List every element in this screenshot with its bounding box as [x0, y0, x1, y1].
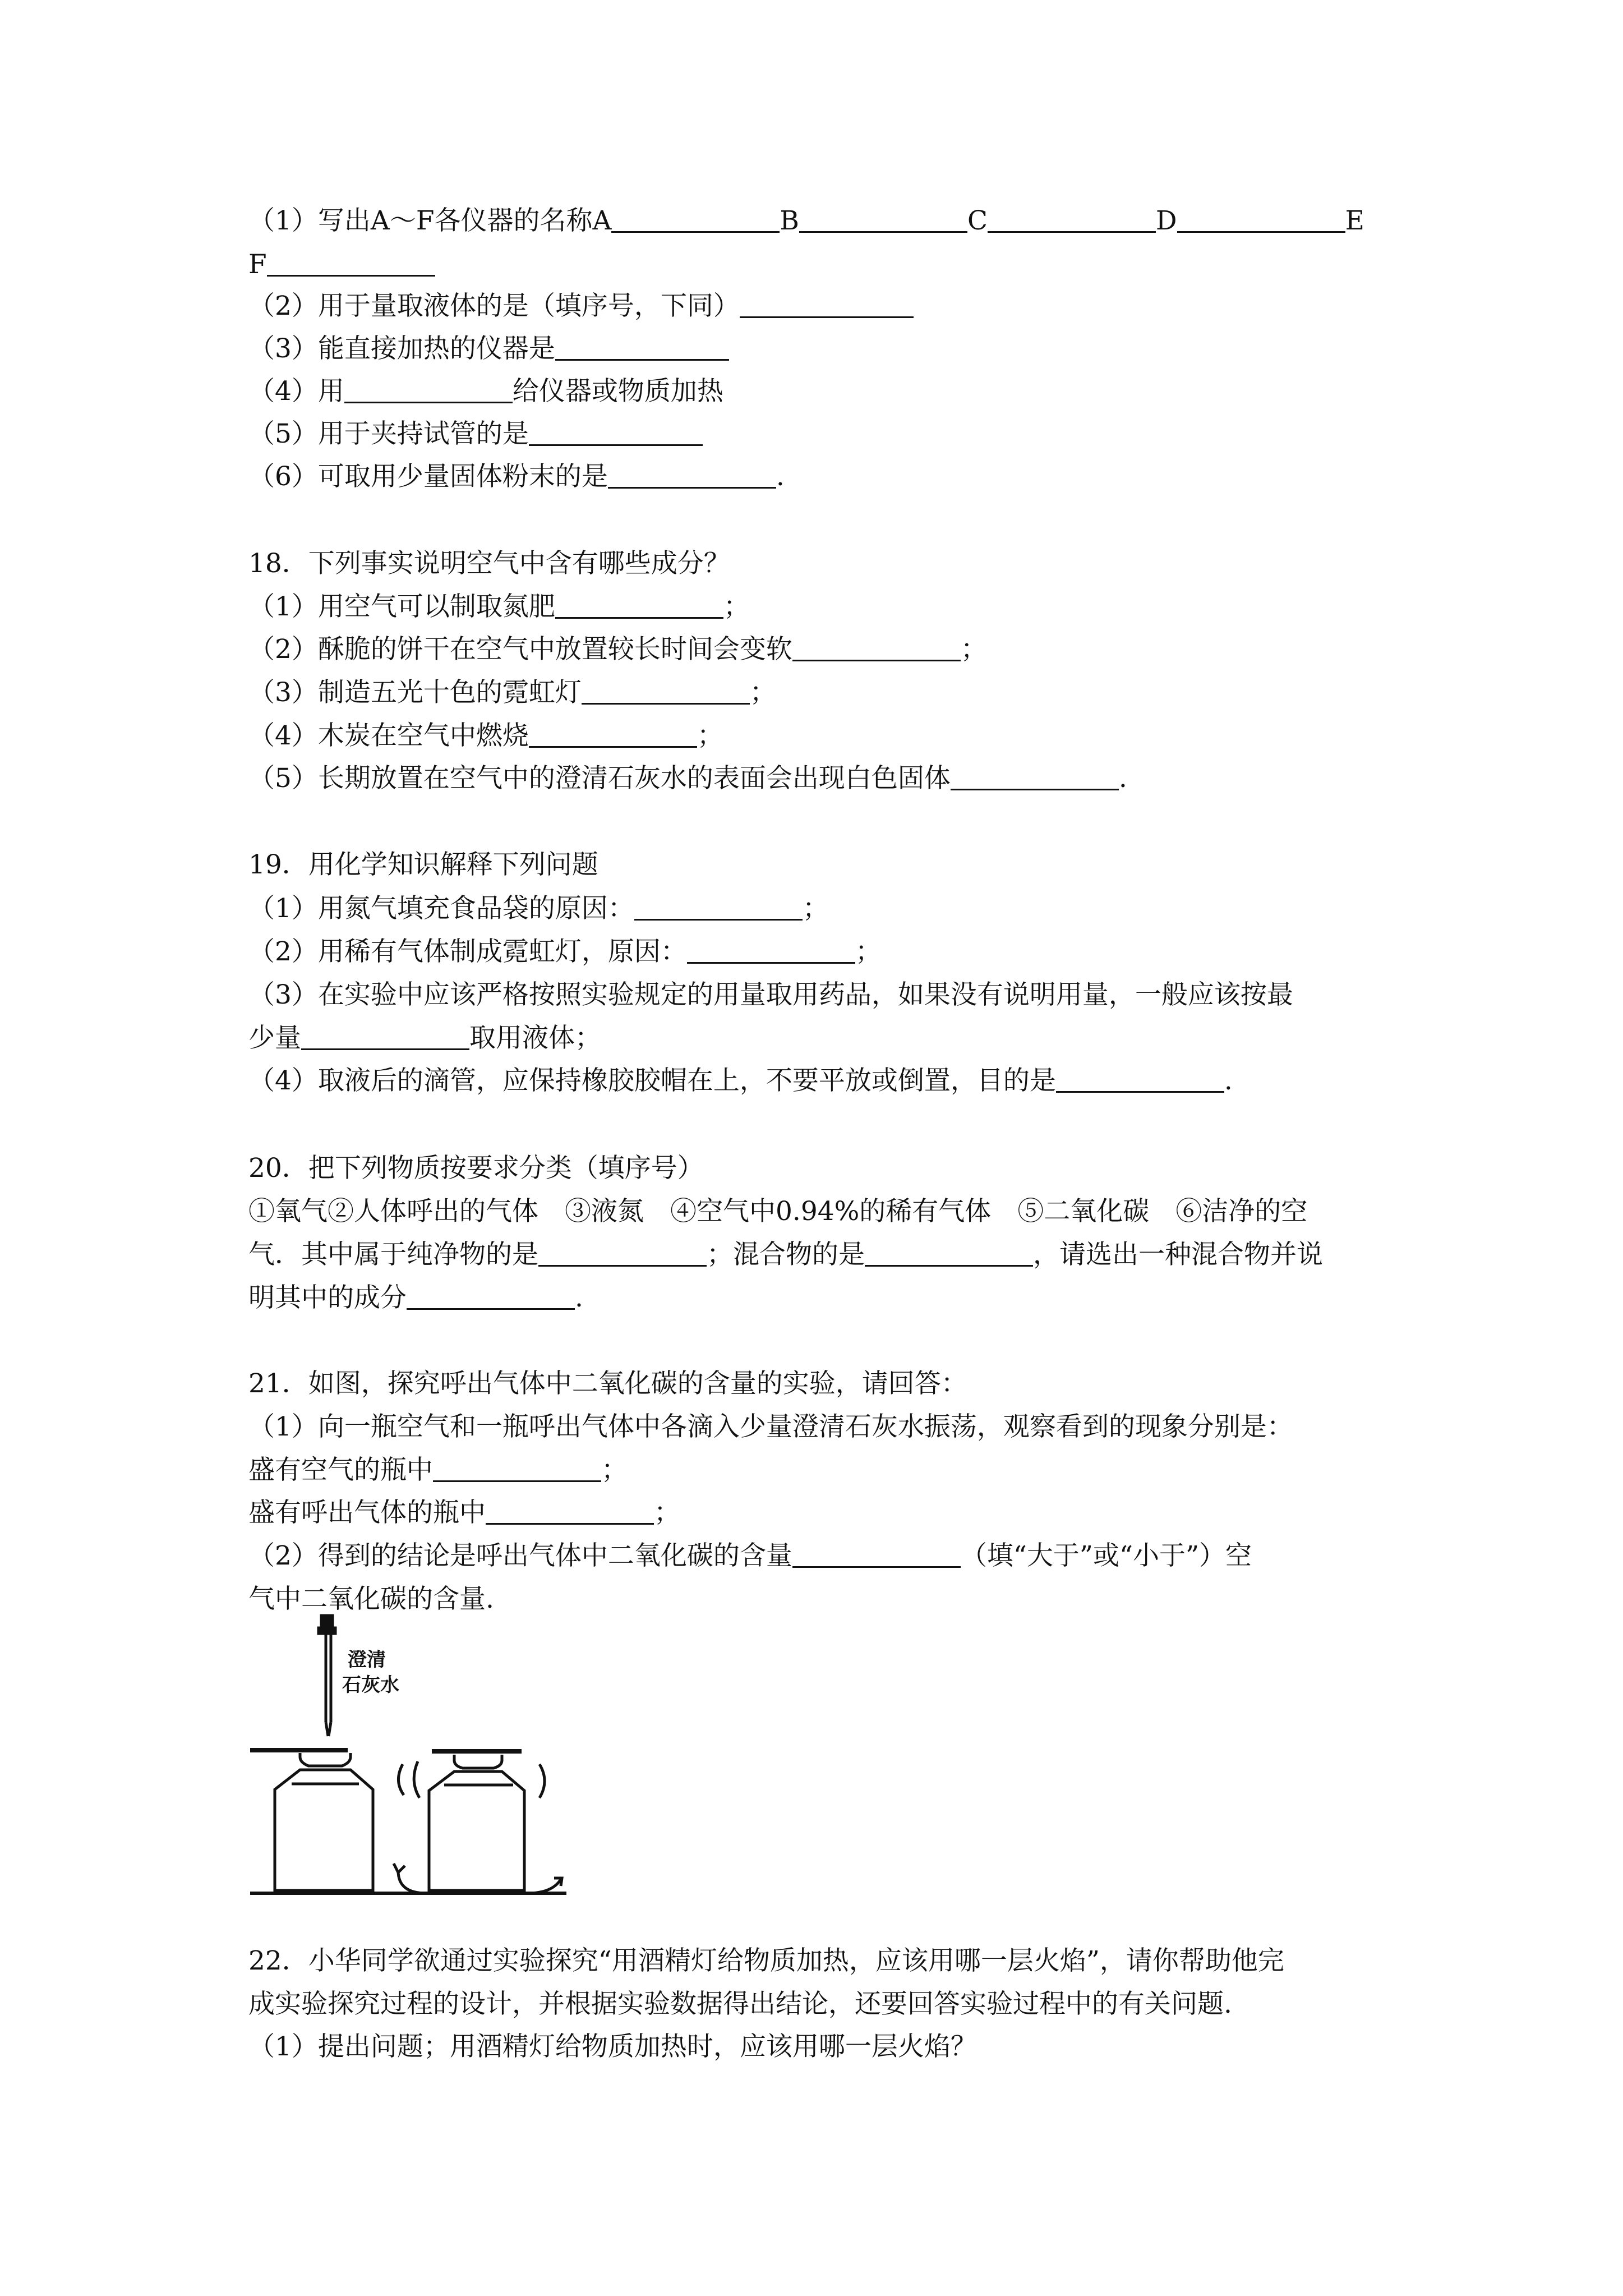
answer-blank[interactable] [608, 462, 776, 489]
limewater-experiment-figure [247, 1610, 583, 1904]
answer-blank-mixture[interactable] [865, 1240, 1033, 1267]
q22-item-1: （1）提出问题；用酒精灯给物质加热时，应该用哪一层火焰？ [248, 2031, 977, 2062]
answer-blank[interactable] [555, 592, 723, 619]
q19-item-4: （4）取液后的滴管，应保持橡胶胶帽在上，不要平放或倒置，目的是 . [248, 1065, 1233, 1096]
q19-title: 19．用化学知识解释下列问题 [248, 849, 598, 880]
q21-item-2: （2）得到的结论是呼出气体中二氧化碳的含量 （填“大于”或“小于”）空 [248, 1540, 1252, 1571]
figure-label-line-1: 澄清 [348, 1649, 386, 1671]
answer-blank[interactable] [1056, 1066, 1224, 1093]
answer-blank[interactable] [433, 1456, 601, 1482]
q18-item-2: （2）酥脆的饼干在空气中放置较长时间会变软 ； [248, 634, 987, 665]
q19-item-3-line-1: （3）在实验中应该严格按照实验规定的用量取用药品，如果没有说明用量，一般应该按最 [248, 979, 1293, 1010]
shake-motion-icon [394, 1761, 562, 1893]
q17-item-5: （5）用于夹持试管的是 [248, 417, 1398, 451]
answer-blank[interactable] [740, 292, 914, 318]
q19-item-3-line-2: 少量 取用液体； [248, 1023, 601, 1053]
figure-label-line-2: 石灰水 [342, 1674, 399, 1696]
q17-line-2: F [248, 248, 1398, 282]
dropper-icon [319, 1616, 335, 1736]
answer-blank[interactable] [344, 377, 513, 403]
answer-blank-pure[interactable] [538, 1240, 707, 1267]
q17-item-6: （6）可取用少量固体粉末的是 . [248, 461, 785, 492]
answer-blank-components[interactable] [407, 1283, 575, 1310]
q20-title: 20．把下列物质按要求分类（填序号） [248, 1153, 704, 1184]
q19-item-2: （2）用稀有气体制成霓虹灯，原因： ； [248, 936, 882, 967]
answer-blank-d[interactable] [1177, 206, 1345, 233]
q22-line-1: 22．小华同学欲通过实验探究“用酒精灯给物质加热，应该用哪一层火焰”，请你帮助他完 [248, 1945, 1284, 1976]
answer-blank[interactable] [951, 764, 1119, 790]
answer-blank-c[interactable] [988, 206, 1156, 233]
q21-item-1a: 盛有空气的瓶中 ； [248, 1455, 628, 1485]
answer-blank[interactable] [792, 635, 961, 661]
q19-item-1: （1）用氮气填充食品袋的原因： ； [248, 893, 829, 924]
q17-line-1: （1）写出A～F各仪器的名称A B C D E [248, 205, 1364, 236]
q17-item-3: （3）能直接加热的仪器是 [248, 332, 1398, 366]
answer-blank[interactable] [486, 1498, 654, 1525]
q22-line-2: 成实验探究过程的设计，并根据实验数据得出结论，还要回答实验过程中的有关问题. [248, 1989, 1232, 2019]
q20-line-3: 明其中的成分 . [248, 1282, 583, 1313]
q18-item-5: （5）长期放置在空气中的澄清石灰水的表面会出现白色固体 . [248, 763, 1127, 794]
q17-item-4: （4）用 给仪器或物质加热 [248, 376, 723, 407]
answer-blank[interactable] [687, 937, 855, 964]
answer-blank[interactable] [582, 678, 750, 705]
answer-blank[interactable] [529, 721, 697, 748]
answer-blank[interactable] [301, 1024, 469, 1050]
q18-item-3: （3）制造五光十色的霓虹灯 ； [248, 677, 776, 708]
answer-blank[interactable] [792, 1542, 961, 1568]
q17-item-2: （2）用于量取液体的是（填序号，下同） [248, 289, 1398, 323]
answer-blank-b[interactable] [799, 206, 967, 233]
q18-title: 18．下列事实说明空气中含有哪些成分？ [248, 548, 730, 579]
q20-line-2: 气．其中属于纯净物的是 ；混合物的是 ，请选出一种混合物并说 [248, 1239, 1323, 1270]
answer-blank[interactable] [634, 894, 803, 921]
q18-item-1: （1）用空气可以制取氮肥 ； [248, 591, 750, 622]
bottle-left-icon [250, 1750, 373, 1890]
answer-blank-a[interactable] [611, 206, 780, 233]
q21-item-1b: 盛有呼出气体的瓶中 ； [248, 1497, 680, 1528]
answer-blank[interactable] [529, 420, 703, 446]
answer-blank-f[interactable] [267, 250, 435, 277]
q21-item-1: （1）向一瓶空气和一瓶呼出气体中各滴入少量澄清石灰水振荡，观察看到的现象分别是： [248, 1411, 1293, 1442]
bottle-right-icon [429, 1751, 524, 1890]
q18-item-4: （4）木炭在空气中燃烧 ； [248, 720, 723, 751]
q21-item-2-cont: 气中二氧化碳的含量. [248, 1584, 494, 1614]
q21-title: 21．如图，探究呼出气体中二氧化碳的含量的实验，请回答： [248, 1368, 967, 1399]
q20-options: ①氧气②人体呼出的气体 ③液氮 ④空气中0.94%的稀有气体 ⑤二氧化碳 ⑥洁净的空 [248, 1196, 1308, 1227]
answer-blank[interactable] [555, 334, 729, 361]
